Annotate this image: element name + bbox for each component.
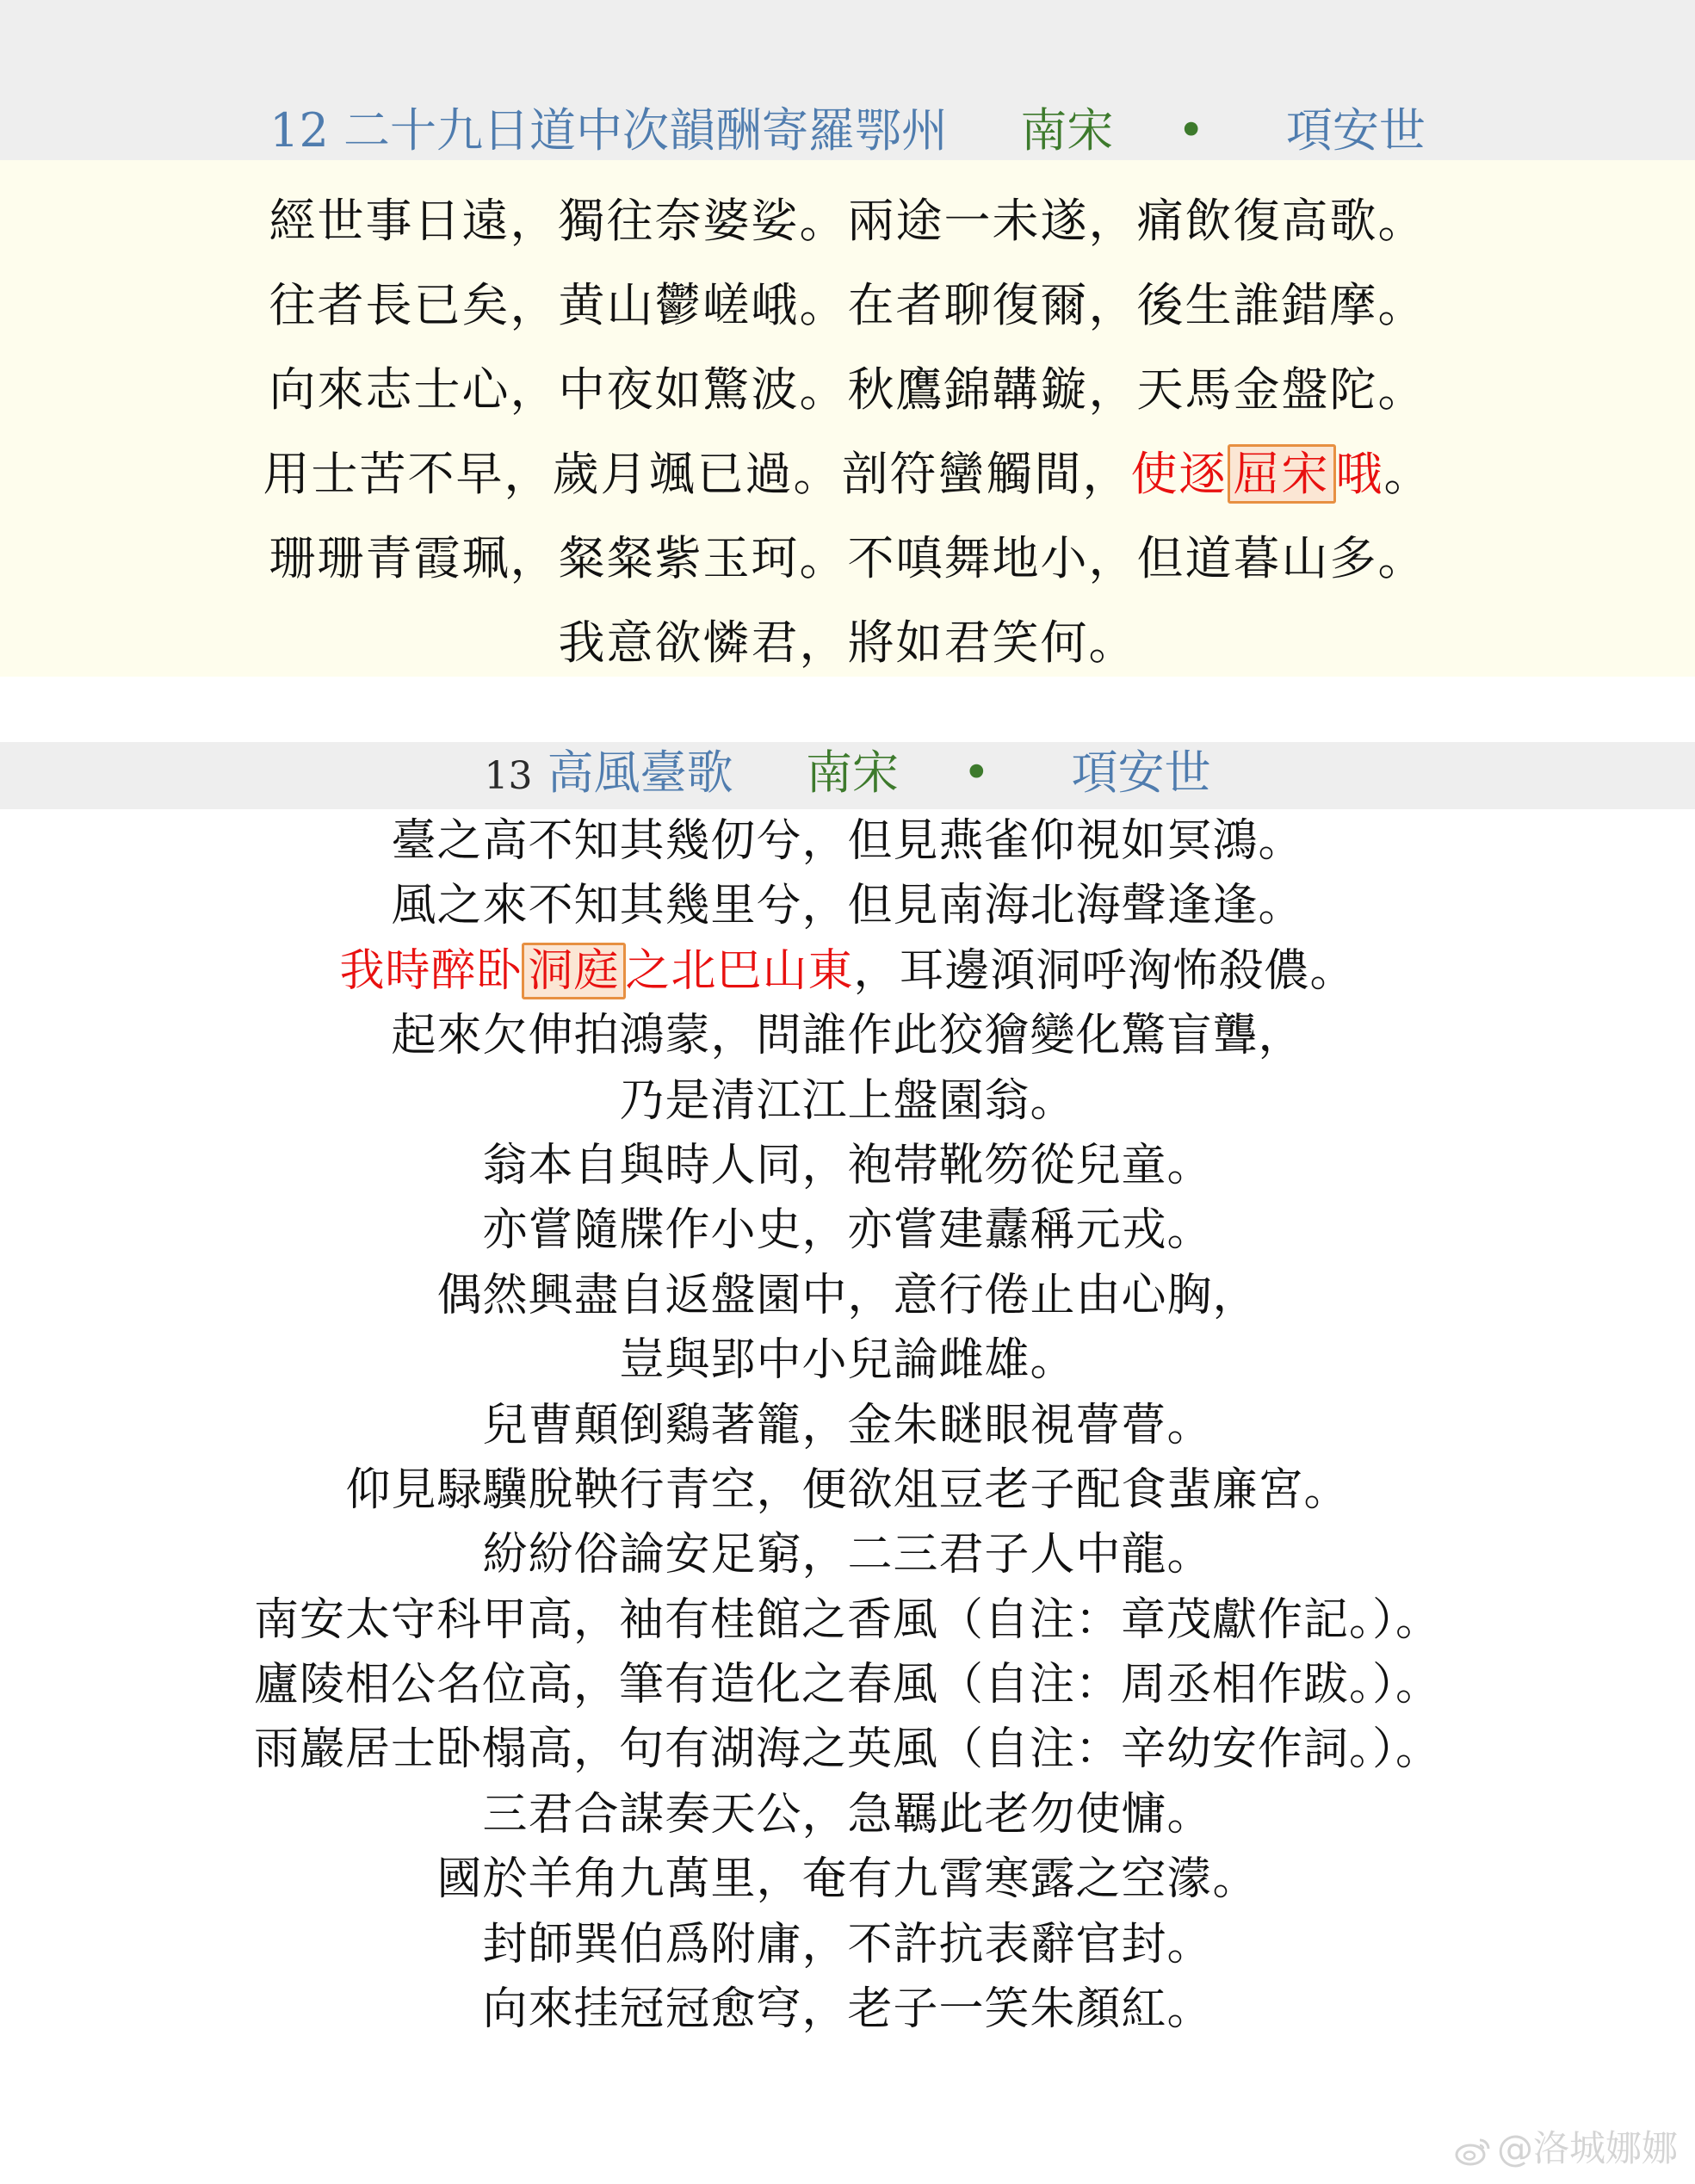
poem-line: 翁本自與時人同，袍帯靴笏從兒童。	[482, 1139, 1213, 1191]
poem-line: 乃是清江江上盤園翁。	[619, 1074, 1076, 1127]
watermark-text: @洛城娜娜	[1496, 2127, 1678, 2169]
boxed-highlight: 洞庭	[522, 943, 625, 999]
poem-line: 豈與郢中小兒論雌雄。	[619, 1334, 1076, 1387]
poem2-dynasty: 南宋	[805, 746, 899, 800]
poem2-number: 13	[484, 754, 533, 798]
poem-line: 偶然興盡自返盤園中，意行倦止由心胸，	[436, 1269, 1259, 1321]
poem-line: 向來志士心，中夜如驚波。秋鷹錦韝鏇，天馬金盤陀。	[269, 362, 1426, 417]
poem-line: 我意欲憐君，將如君笑何。	[558, 616, 1137, 670]
poem-line: 亦嘗隨牒作小史，亦嘗建纛稱元戎。	[482, 1204, 1213, 1257]
highlight-text: 我時醉卧	[339, 944, 523, 997]
poem-line: 三君合謀奏天公，急羈此老勿使慵。	[482, 1788, 1213, 1841]
poem2-title: 高風臺歌	[547, 746, 733, 800]
poem-line: 經世事日遠，獨往奈婆娑。兩途一未遂，痛飲復高歌。	[269, 194, 1426, 248]
line-text: 。	[1383, 447, 1432, 501]
poem-line: 兒曹顛倒鷄著籠，金朱瞇眼視瞢瞢。	[482, 1399, 1213, 1451]
watermark	[1454, 2120, 1678, 2172]
poem1-title-line	[0, 105, 1695, 157]
highlight-text: 使逐	[1130, 447, 1228, 501]
poem2-body	[0, 809, 1695, 2042]
poem-line: 雨巖居士卧榻高，句有湖海之英風（自注：辛幼安作詞。）。	[253, 1723, 1441, 1776]
boxed-highlight: 屈宋	[1228, 444, 1336, 504]
line-text: 用士苦不早，歲月颯已過。剖符蠻觸間，	[263, 447, 1131, 501]
poem2-author: 項安世	[1071, 746, 1211, 800]
poem-line: 珊珊青霞珮，粲粲紫玉珂。不嗔舞地小，但道暮山多。	[269, 531, 1426, 585]
poem-line: 廬陵相公名位高，筆有造化之春風（自注：周丞相作跋。）。	[253, 1659, 1441, 1711]
poem1-body	[0, 179, 1695, 685]
poem-line: 仰見騄驥脫鞅行青空，便欲俎豆老子配食蜚廉宮。	[345, 1463, 1350, 1516]
poem-line: 紛紛俗論安足窮，二三君子人中龍。	[482, 1529, 1213, 1581]
poem1-number: 12	[269, 103, 329, 158]
poem-line: 向來挂冠冠愈穹，老子一笑朱顏紅。	[482, 1983, 1213, 2036]
poem-line: 風之來不知其幾里兮，但見南海北海聲逢逢。	[391, 880, 1304, 932]
poem1-dynasty: 南宋	[1020, 103, 1114, 158]
poem-line: 南安太守科甲高，袖有桂館之香風（自注：章茂獻作記。）。	[253, 1593, 1441, 1646]
highlight-text: 之北巴山東	[625, 944, 854, 997]
poem-line: 封師巽伯爲附庸，不許抗表辭官封。	[482, 1918, 1213, 1971]
poem-line: 起來欠伸拍鴻蒙，問誰作此狡獪變化驚盲聾，	[391, 1010, 1304, 1062]
poem2-title-line	[0, 747, 1695, 802]
highlight-text: 哦	[1335, 447, 1384, 501]
poem1-author: 項安世	[1285, 103, 1426, 158]
poem-line-highlighted	[0, 939, 1695, 1004]
poem-line: 往者長已矣，黄山鬱嵯峨。在者聊復爾，後生誰錯摩。	[269, 278, 1426, 332]
line-text: ，耳邊澒洞呼洶怖殺儂。	[853, 944, 1356, 997]
poem2-separator: •	[962, 746, 991, 800]
poem1-title: 二十九日道中次韻酬寄羅鄂州	[343, 103, 948, 158]
poem-line-highlighted	[0, 432, 1695, 517]
weibo-icon	[1454, 2137, 1492, 2166]
poem-line: 臺之高不知其幾仞兮，但見燕雀仰視如冥鴻。	[391, 815, 1304, 867]
poem1-separator: •	[1177, 103, 1205, 158]
poem-line: 國於羊角九萬里，奄有九霄寒露之空濛。	[436, 1853, 1259, 1906]
